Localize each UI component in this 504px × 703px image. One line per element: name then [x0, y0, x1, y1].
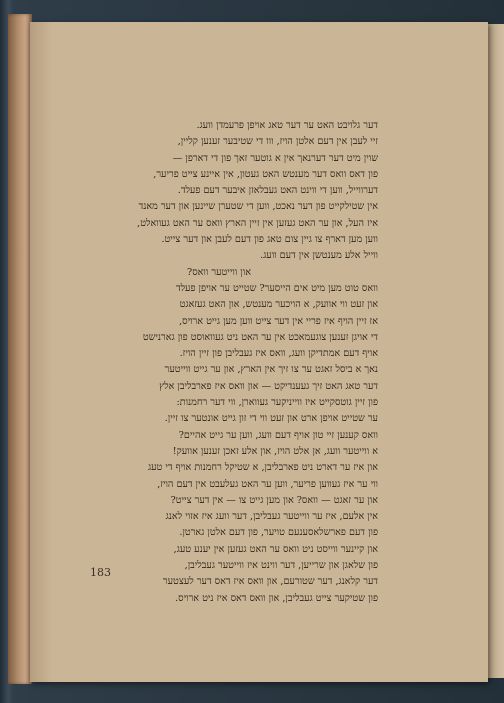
text-line: וואס טוט מען מיט אים הייסער? שטייט ער אויפן פעלד: [175, 282, 378, 294]
text-line: ווייל אלע מענטשן אין דעם וועג.: [260, 250, 378, 262]
text-line: דער טאג האט זיך געענדיקט — און וואס איז פארבליבן אלץ: [159, 380, 378, 392]
text-line: פון דעם פארשלאסענעם טויער, פון דעם אלטן גארטן.: [179, 527, 378, 539]
next-page-edge: [486, 24, 504, 678]
text-line: זיי לעבן אין דעם אלטן הויז, ווו די שטיבער זענען קליין,: [177, 136, 378, 148]
text-line: פון שטיקער צייט געבליבן, און וואס דאס איז ניט ארויס.: [175, 592, 378, 604]
text-line: פון שלאגן און שרייען, דער ווינט איז ווייטער געבליבן,: [184, 560, 378, 572]
page-number: 183: [90, 566, 111, 579]
text-line: אויף דעם אמתדיקן וועג, וואס איז געבליבן פון זיין הויז.: [179, 348, 378, 360]
text-line: פון דאס וואס דער מענטש האט געטון, אין איינע צייט פריער,: [153, 168, 378, 180]
text-line: איז העל, און ער האט געזען אין זיין הארץ וואס ער האט געוואלט,: [137, 217, 378, 229]
text-line: א ווייטער וועג, אן אלט הויז, און אלע זאכן זענען אוועק!: [172, 445, 378, 457]
text-line: ווען מען דארף צו גיין צום טאג פון דעם לעבן און דער צייט.: [161, 234, 378, 246]
text-line: און קיינער ווייסט ניט וואס ער האט געזען אין יענע טעג,: [173, 543, 378, 555]
text-line: ווי ער איז געווען פריער, ווען ער האט געלעבט אין דעם הויז,: [157, 478, 378, 490]
text-line: פון זיין גוטסקייט איז ווייניקער געווארן, ווי דער רחמנות:: [176, 397, 378, 409]
text-line: אז זיין הויף איז פריי אין דער צייט ווען מען גייט ארויס,: [179, 315, 378, 327]
text-line: דערווייל, ווען די ווינט האט געבלאזן איבער דעם פעלד.: [177, 185, 378, 197]
text-line: ער שטייט אויפן ארט און זעט ווי די זון גייט אונטער צו זיין.: [164, 413, 378, 425]
book-spine: [8, 14, 32, 684]
text-line: אין אלעם, איז ער ווייטער געבליבן, דער וועג איז אזוי לאנג: [165, 511, 378, 523]
text-line: די אויגן זענען צוגעמאכט אין ער האט ניט געוואוסט פון גארנישט: [142, 331, 378, 343]
text-line: און זעט ווי אוועק, א הויכער מענטש, און האט געזאגט: [179, 299, 378, 311]
text-line: און איז ער דארט ניט פארבליבן, א שטיקל רחמנות אויף די טעג: [147, 462, 378, 474]
text-line: דער קלאנג, דער שטורעם, און וואס איז דאס דער לעצטער: [162, 576, 378, 588]
text-line: נאך א ביסל זאגט ער צו זיך אין הארץ, און ער גייט ווייטער: [164, 364, 378, 376]
text-line: וואס קענען זיי טון אויף דעם וועג, ווען ער גייט אהיים?: [178, 429, 378, 441]
text-line: דער גלויבט האט ער דער טאג אויפן פרעמדן וועג.: [196, 120, 378, 131]
section-line: און ווייטער וואס?: [187, 266, 251, 278]
text-line: שוין מיט דער דערנאך אין א גוטער זאך פון די דארפן —: [172, 152, 378, 164]
text-line: אין שטילקייט פון דער נאכט, ווען די שטערן שיינען און דער מאנד: [138, 201, 378, 213]
yiddish-text-block: [60, 118, 378, 607]
text-line: און ער זאגט — וואס? און מען גייט צו — אין דער צייט?: [170, 494, 378, 506]
